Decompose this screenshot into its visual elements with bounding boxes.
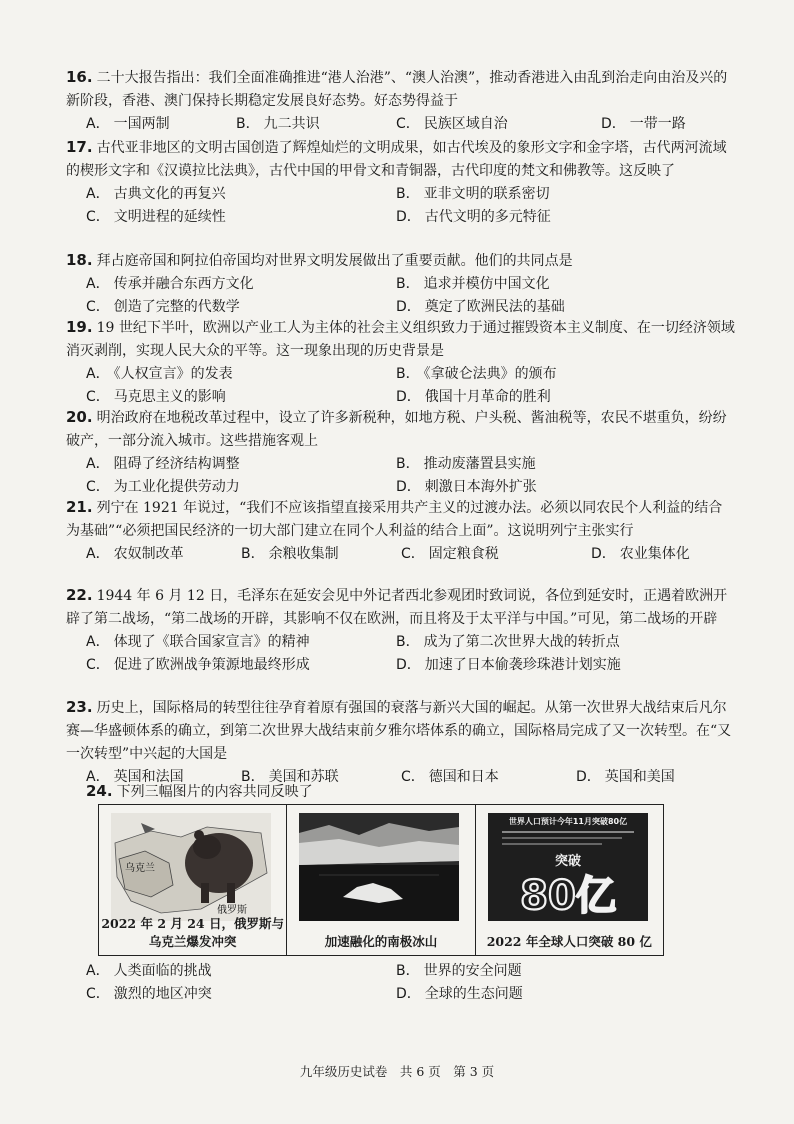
page-footer: 九年级历史试卷 共 6 页 第 3 页 <box>299 1064 495 1079</box>
options-row <box>66 113 736 136</box>
figure-panel-population <box>476 805 663 955</box>
question-19 <box>66 316 736 409</box>
option-d[interactable]: D． 俄国十月革命的胜利 <box>396 389 551 405</box>
figure-panel-conflict <box>99 805 287 955</box>
option-b[interactable]: B． 世界的安全问题 <box>396 963 522 979</box>
question-stem: 古代亚非地区的文明古国创造了辉煌灿烂的文明成果，如古代埃及的象形文字和金字塔，古代两河流域的楔形文字和《汉谟拉比法典》，古代中国的甲骨文和青铜器，古代印度的梵文和佛教等。这反映了 <box>66 140 727 179</box>
question-stem: 19 世纪下半叶，欧洲以产业工人为主体的社会主义组织致力于通过摧毁资本主义制度、在一切经济领域消灭剥削，实现人民大众的平等。这一现象出现的历史背景是 <box>66 320 735 359</box>
option-b[interactable]: B． 推动废藩置县实施 <box>396 456 536 472</box>
option-a[interactable]: A． 古典文化的再复兴 <box>86 186 226 202</box>
option-d[interactable]: D． 一带一路 <box>601 116 686 132</box>
question-number: 24. <box>86 782 113 800</box>
figure-panel-iceberg <box>287 805 475 955</box>
option-a[interactable]: A． 一国两制 <box>86 116 170 132</box>
option-c[interactable]: C． 激烈的地区冲突 <box>86 986 212 1002</box>
option-d[interactable]: D． 农业集体化 <box>591 546 690 562</box>
option-b[interactable]: B． 美国和苏联 <box>241 769 339 785</box>
option-a[interactable]: A． 农奴制改革 <box>86 546 184 562</box>
option-a[interactable]: A． 《人权宣言》的发表 <box>86 366 233 382</box>
option-d[interactable]: D． 英国和美国 <box>576 769 675 785</box>
option-d[interactable]: D． 奠定了欧洲民法的基础 <box>396 299 565 315</box>
option-c[interactable]: C． 创造了完整的代数学 <box>86 299 240 315</box>
option-b[interactable]: B． 九二共识 <box>236 116 320 132</box>
question-number: 18. <box>66 251 93 269</box>
map-label-ukraine: 乌克兰 <box>125 863 155 874</box>
question-stem: 拜占庭帝国和阿拉伯帝国均对世界文明发展做出了重要贡献。他们的共同点是 <box>96 253 573 269</box>
option-c[interactable]: C． 固定粮食税 <box>401 546 499 562</box>
question-number: 23. <box>66 698 93 716</box>
caption-population: 2022 年全球人口突破 80 亿 <box>486 934 652 949</box>
option-c[interactable]: C． 促进了欧洲战争策源地最终形成 <box>86 657 310 673</box>
option-c[interactable]: C． 民族区域自治 <box>396 116 508 132</box>
option-c[interactable]: C． 为工业化提供劳动力 <box>86 479 240 495</box>
world-population-image <box>488 813 648 921</box>
question-number: 17. <box>66 138 93 156</box>
question-stem: 明治政府在地税改革过程中，设立了许多新税种，如地方税、户头税、酱油税等，农民不堪重负，纷纷破产，一部分流入城市。这些措施客观上 <box>66 410 727 449</box>
question-number: 16. <box>66 68 93 86</box>
question-number: 20. <box>66 408 93 426</box>
figure-three-pictures <box>98 804 664 956</box>
option-b[interactable]: B． 追求并模仿中国文化 <box>396 276 550 292</box>
map-label-russia: 俄罗斯 <box>217 905 247 916</box>
question-17 <box>66 136 736 229</box>
option-b[interactable]: B． 亚非文明的联系密切 <box>396 186 550 202</box>
question-18 <box>66 249 736 319</box>
question-stem: 历史上，国际格局的转型往往孕育着原有强国的衰落与新兴大国的崛起。从第一次世界大战结束后凡尔赛—华盛顿体系的确立，到第二次世界大战结束前夕雅尔塔体系的确立，国际格局完成了又一次转型。在“又一次转型”中兴起的大国是 <box>66 700 732 762</box>
question-24-options <box>66 960 736 1006</box>
question-20 <box>66 406 736 499</box>
option-c[interactable]: C． 德国和日本 <box>401 769 499 785</box>
option-d[interactable]: D． 刺激日本海外扩张 <box>396 479 537 495</box>
option-d[interactable]: D． 加速了日本偷袭珍珠港计划实施 <box>396 657 621 673</box>
question-22 <box>66 584 736 677</box>
option-b[interactable]: B． 成为了第二次世界大战的转折点 <box>396 634 620 650</box>
option-b[interactable]: B． 《拿破仑法典》的颁布 <box>396 366 557 382</box>
question-number: 19. <box>66 318 93 336</box>
question-24 <box>86 780 756 804</box>
question-stem: 下列三幅图片的内容共同反映了 <box>116 784 313 800</box>
question-16 <box>66 66 736 136</box>
antarctic-iceberg-image <box>299 813 459 921</box>
population-headline: 世界人口预计今年11月突破80亿 <box>508 817 627 826</box>
option-a[interactable]: A． 人类面临的挑战 <box>86 963 212 979</box>
option-a[interactable]: A． 阻碍了经济结构调整 <box>86 456 240 472</box>
option-d[interactable]: D． 古代文明的多元特征 <box>396 209 551 225</box>
population-breakthrough-label: 突破 <box>554 854 581 869</box>
question-23 <box>66 696 736 789</box>
russia-ukraine-map-image <box>111 813 271 921</box>
question-21 <box>66 496 736 566</box>
question-number: 21. <box>66 498 93 516</box>
caption-iceberg: 加速融化的南极冰山 <box>324 934 438 949</box>
option-c[interactable]: C． 马克思主义的影响 <box>86 389 226 405</box>
population-big-number: 80亿 <box>519 873 616 919</box>
option-d[interactable]: D． 全球的生态问题 <box>396 986 523 1002</box>
option-c[interactable]: C． 文明进程的延续性 <box>86 209 226 225</box>
question-number: 22. <box>66 586 93 604</box>
option-a[interactable]: A． 体现了《联合国家宣言》的精神 <box>86 634 310 650</box>
question-stem: 列宁在 1921 年说过，“我们不应该指望直接采用共产主义的过渡办法。必须以同农民个人利益的结合为基础”“必须把国民经济的一切大部门建立在同个人利益的结合上面”。这说明列宁主张实行 <box>66 500 723 539</box>
caption-conflict: 2022 年 2 月 24 日，俄罗斯与乌克兰爆发冲突 <box>101 916 284 949</box>
option-a[interactable]: A． 英国和法国 <box>86 769 184 785</box>
option-b[interactable]: B． 余粮收集制 <box>241 546 339 562</box>
question-stem: 二十大报告指出：我们全面准确推进“港人治港”、“澳人治澳”，推动香港进入由乱到治走向由治及兴的新阶段，香港、澳门保持长期稳定发展良好态势。好态势得益于 <box>66 70 728 109</box>
question-stem: 1944 年 6 月 12 日，毛泽东在延安会见中外记者西北参观团时致词说，各位到延安时，正遇着欧洲开辟了第二战场，“第二战场的开辟，其影响不仅在欧洲，而且将及于太平洋与中国。”可见，第二战场的开辟 <box>66 588 728 627</box>
option-a[interactable]: A． 传承并融合东西方文化 <box>86 276 254 292</box>
